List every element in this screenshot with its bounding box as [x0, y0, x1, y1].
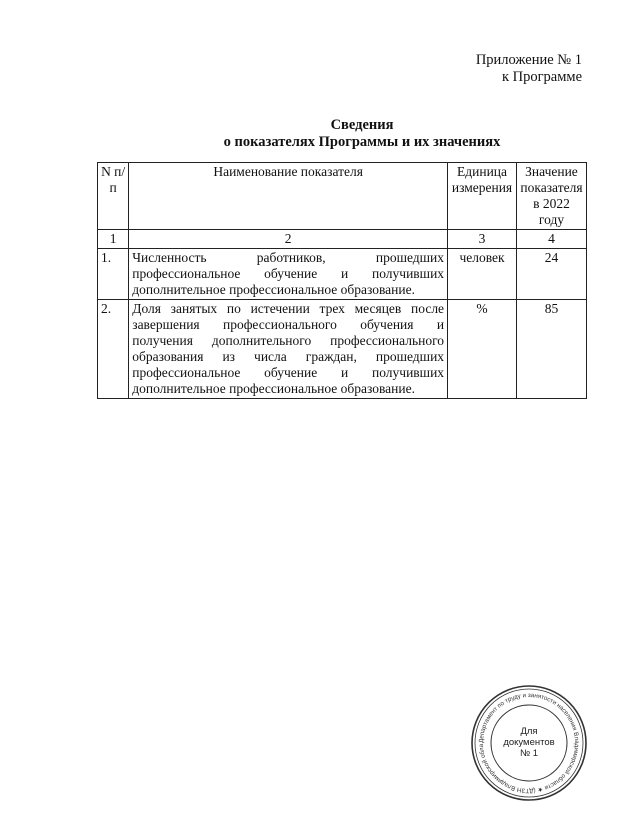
appendix-line-1: Приложение № 1 — [475, 52, 582, 68]
row-unit: человек — [448, 249, 517, 300]
header-name: Наименование показателя — [129, 163, 448, 230]
row-unit: % — [448, 300, 517, 399]
index-cell: 3 — [448, 230, 517, 249]
table-row — [98, 300, 587, 399]
stamp-center-line-3: № 1 — [519, 748, 539, 759]
table-row — [98, 249, 587, 300]
stamp-ring-text: Департамент по труду и занятости населения Владимирской области ★ (ДТЗН Владимирской обла — [477, 691, 581, 795]
index-cell: 4 — [516, 230, 586, 249]
row-name: Доля занятых по истечении трех месяцев после завершения профессионального обучения и получения дополнительного профессионального образования из числа граждан, прошедших профессиональное обучение и получивших дополнительное профессиональное образование. — [129, 300, 448, 399]
heading-subtitle: о показателях Программы и их значениях — [223, 134, 501, 150]
indicators-table — [97, 162, 587, 399]
row-num: 1. — [98, 249, 129, 300]
appendix-label — [476, 52, 582, 86]
row-num: 2. — [98, 300, 129, 399]
document-heading — [0, 117, 640, 151]
index-cell: 1 — [98, 230, 129, 249]
row-value: 24 — [516, 249, 586, 300]
header-value: Значение показателя в 2022 году — [516, 163, 586, 230]
table-header-row — [98, 163, 587, 230]
stamp-center-line-2: документов — [503, 737, 555, 748]
appendix-line-2: к Программе — [501, 69, 582, 85]
row-value: 85 — [516, 300, 586, 399]
header-num: N п/п — [98, 163, 129, 230]
row-name: Численность работников, прошедших профессиональное обучение и получивших дополнительное профессиональное образование. — [129, 249, 448, 300]
heading-title: Сведения — [330, 117, 394, 133]
official-stamp — [469, 683, 589, 803]
stamp-center-line-1: Для — [520, 726, 538, 737]
table-index-row — [98, 230, 587, 249]
header-unit: Единица измерения — [448, 163, 517, 230]
index-cell: 2 — [129, 230, 448, 249]
